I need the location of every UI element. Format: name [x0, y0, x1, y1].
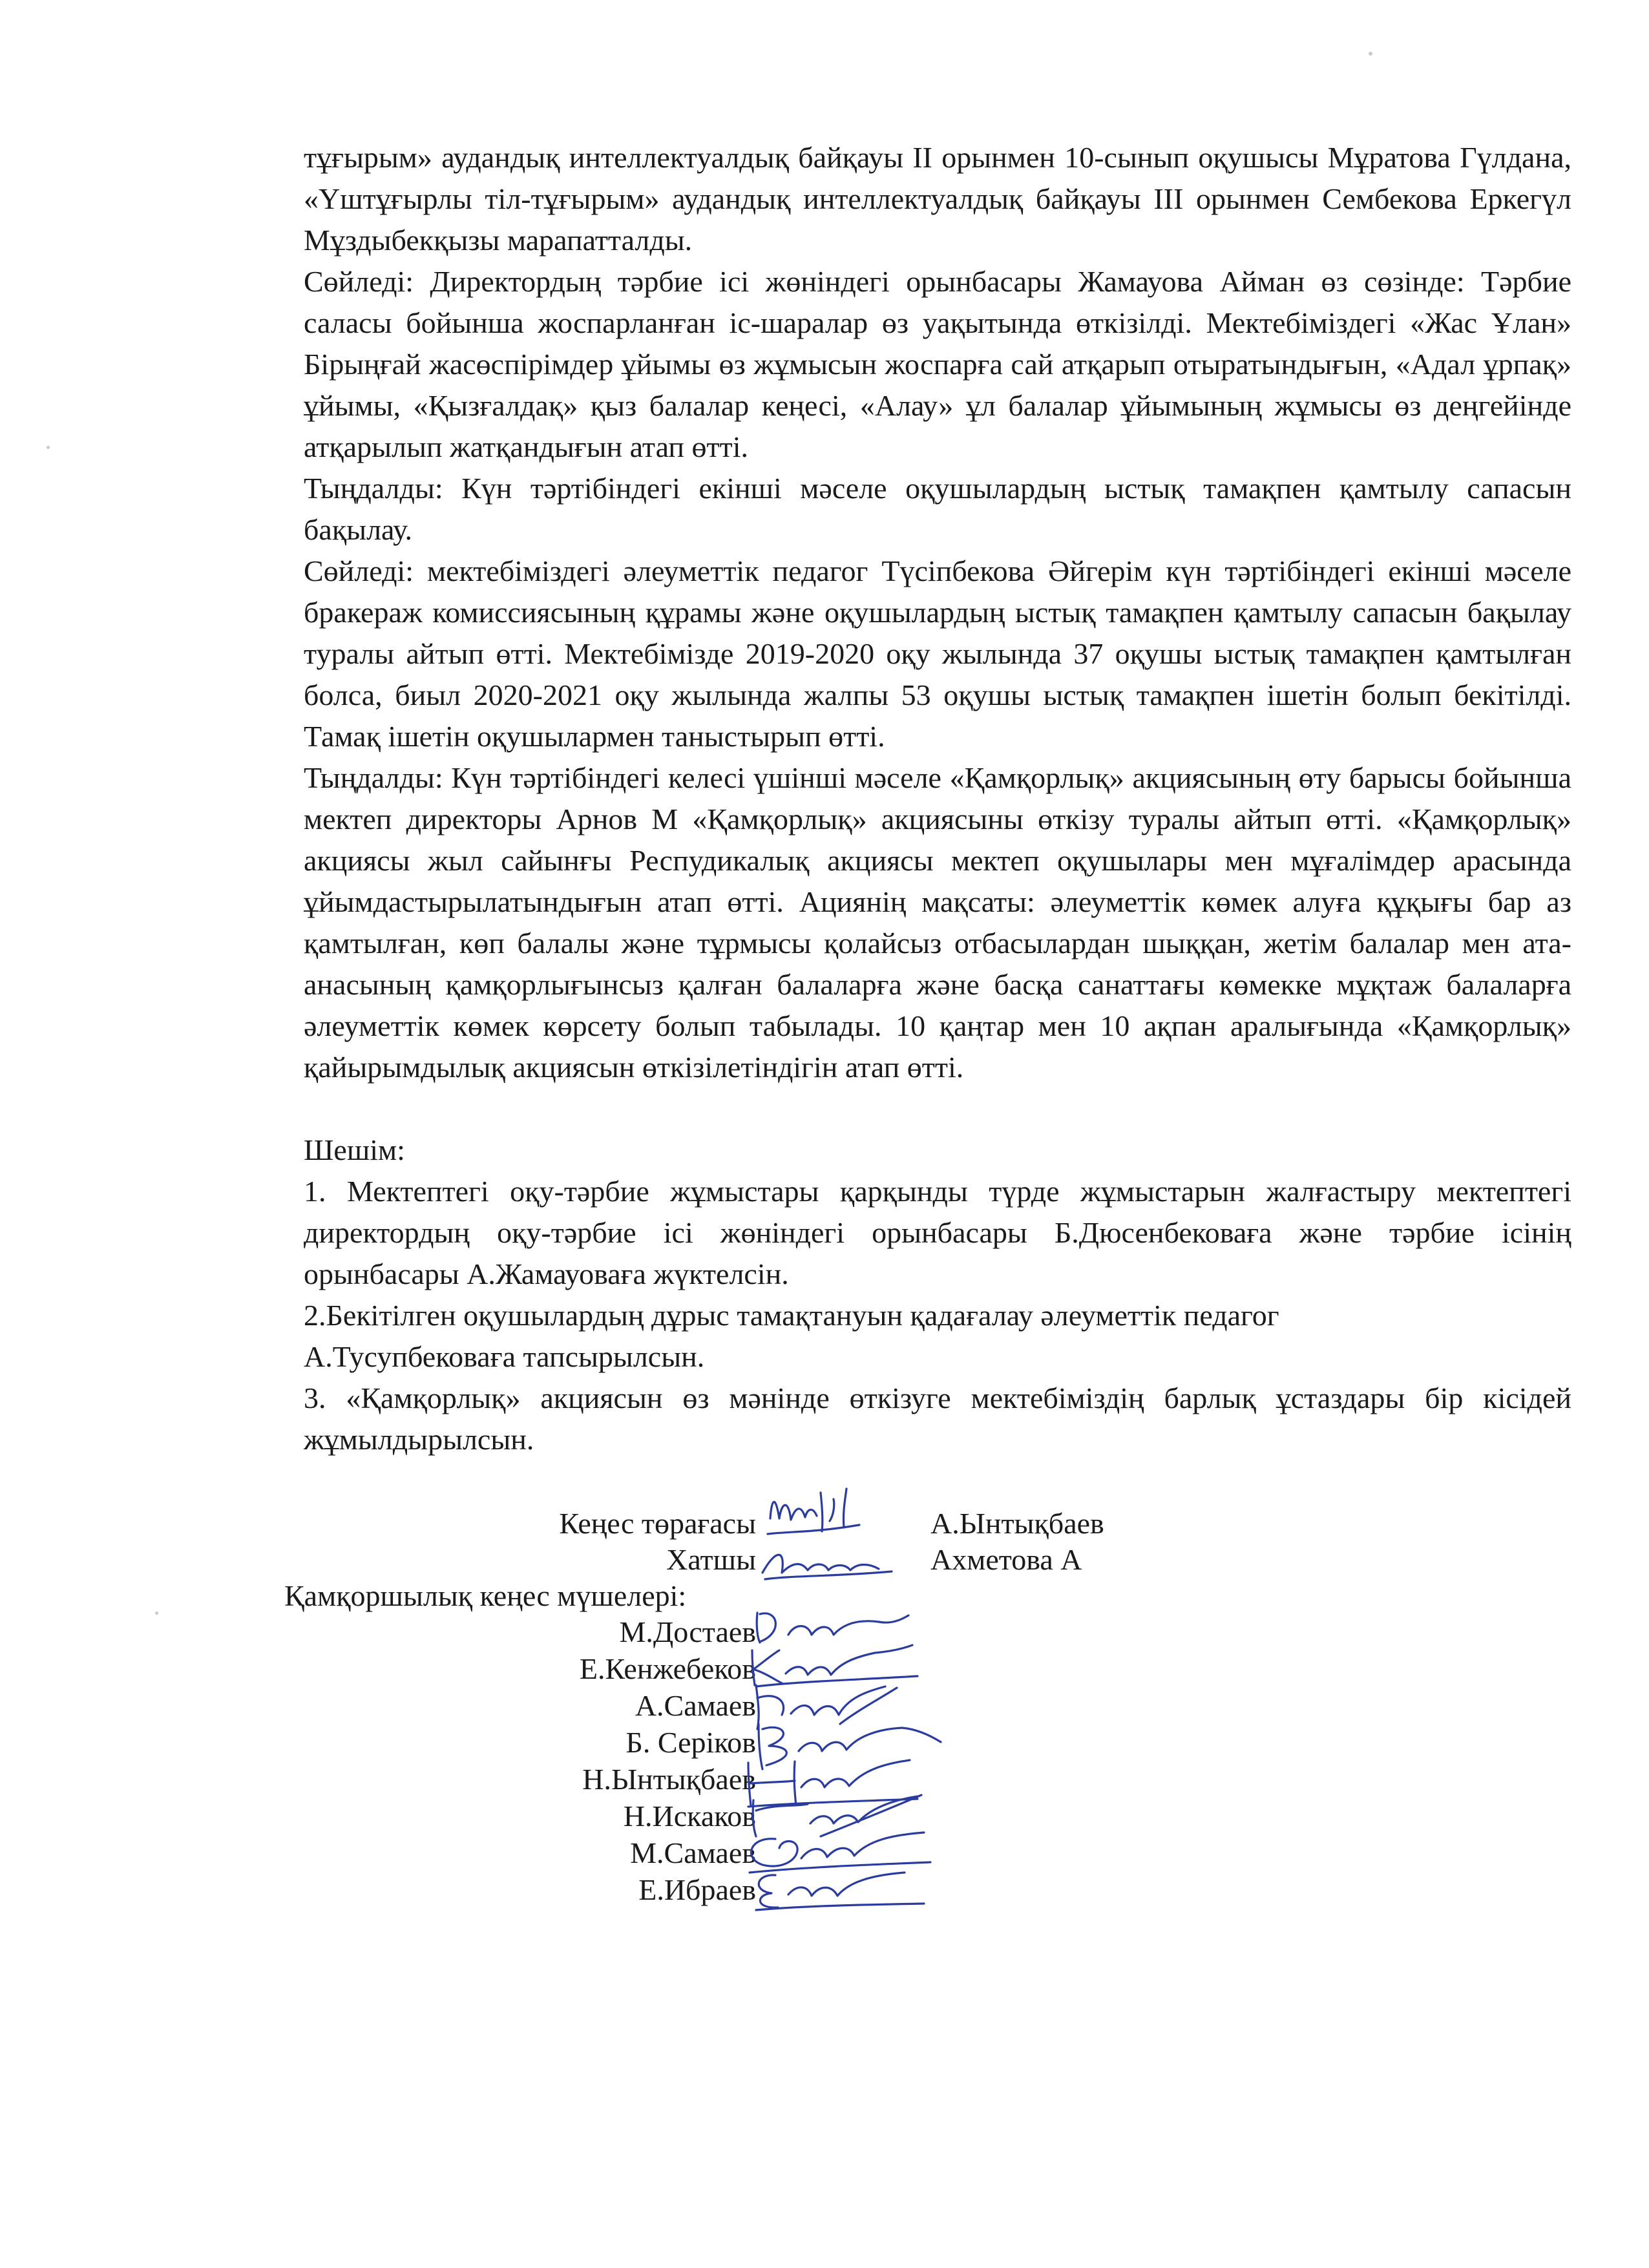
member-name: А.Самаев	[635, 1689, 756, 1722]
paragraph-social-pedagogue-speech: Сөйледі: мектебіміздегі әлеуметтік педагог Түсіпбекова Әйгерім күн тәртібіндегі екінші мәселе бракераж комиссиясының құрамы және оқушылардың ыстық тамақпен қамтылу сапасын бақылау туралы айтып өтті. Мектебімізде 2019-2020 оқу жылында 37 оқушы ыстық тамақпен қамтылған болса, биыл 2020-2021 оқу жылында жалпы 53 оқушы ыстық тамақпен ішетін болып бекітілді. Тамақ ішетін оқушылармен таныстырып өтті.	[304, 554, 1571, 753]
member-name: М.Самаев	[630, 1836, 756, 1869]
scan-speck	[47, 446, 50, 449]
paragraph-heard-third-issue: Тыңдалды: Күн тәртібіндегі келесі үшінші мәселе «Қамқорлық» акциясының өту барысы бойынша мектеп директоры Арнов М «Қамқорлық» акциясыны өткізу туралы айтып өтті. «Қамқорлық» акциясы жыл сайынғы Респудикалық акциясы мектеп оқушылары мен мұғалімдер арасында ұйымдастырылатындығын атап өтті. Ациянің мақсаты: әлеуметтік көмек алуға құқығы бар аз қамтылған, көп балалы және тұрмысы қолайсыз отбасылардан шыққан, жетім балалар мен ата-анасының қамқорлығынсыз қалған балаларға және басқа санаттағы көмекке мұқтаж балаларға әлеуметтік көмек көрсету болып табылады. 10 қаңтар мен 10 ақпан аралығында «Қамқорлық» қайырымдылық акциясын өткізілетіндігін атап өтті.	[304, 761, 1571, 1084]
members-heading: Қамқоршылық кеңес мүшелері:	[284, 1579, 687, 1612]
member-name: Е.Кенжебеков	[579, 1652, 756, 1685]
member-name: Н.Ынтықбаев	[582, 1763, 756, 1796]
paragraph-heard-second-issue: Тыңдалды: Күн тәртібіндегі екінші мәселе оқушылардың ыстық тамақпен қамтылу сапасын бақылау.	[304, 472, 1571, 546]
member-name: Б. Серіков	[625, 1726, 756, 1759]
member-signature-icon	[743, 1858, 937, 1916]
member-name: Н.Искаков	[623, 1800, 756, 1832]
decision-item-2: 2.Бекітілген оқушылардың дұрыс тамақтануын қадағалау әлеуметтік педагог	[304, 1299, 1279, 1332]
secretary-name: Ахметова А	[930, 1543, 1082, 1576]
scan-speck	[1369, 52, 1372, 56]
member-name: М.Достаев	[619, 1615, 756, 1648]
secretary-label: Хатшы	[666, 1543, 756, 1576]
decision-heading: Шешім:	[304, 1133, 405, 1166]
paragraph-awards: тұғырым» аудандық интеллектуалдық байқауы ІІ орынмен 10-сынып оқушысы Мұратова Гүлдана, «Үштұғырлы тіл-тұғырым» аудандық интеллектуалдық байқауы ІІІ орынмен Сембекова Еркегүл Мұздыбекқызы марапатталды.	[304, 141, 1571, 257]
paragraph-deputy-speech: Сөйледі: Директордың тәрбие ісі жөніндегі орынбасары Жамауова Айман өз сөзінде: Тәрбие саласы бойынша жоспарланған іс-шаралар өз уақытында өткізілді. Мектебіміздегі «Жас Ұлан» Бірыңғай жасөспірімдер ұйымы өз жұмысын жоспарға сай атқарып отыратындығын, «Адал ұрпақ» ұйымы, «Қызғалдақ» қыз балалар кеңесі, «Алау» ұл балалар ұйымының жұмысы өз деңгейінде атқарылып жатқандығын атап өтті.	[304, 265, 1571, 463]
decision-item-2-continued: А.Тусупбековаға тапсырылсын.	[304, 1340, 705, 1373]
scan-speck	[155, 1612, 158, 1615]
decision-item-3: 3. «Қамқорлық» акциясын өз мәнінде өткізуге мектебіміздің барлық ұстаздары бір кісідей жұмылдырылсын.	[304, 1381, 1571, 1456]
member-name: Е.Ибраев	[638, 1873, 756, 1906]
chair-label: Кеңес төрағасы	[559, 1507, 756, 1540]
chair-signature-icon	[762, 1480, 892, 1544]
chair-name: А.Ынтықбаев	[930, 1507, 1104, 1540]
secretary-signature-icon	[756, 1537, 905, 1588]
decision-item-1: 1. Мектептегі оқу-тәрбие жұмыстары қарқынды түрде жұмыстарын жалғастыру мектептегі директордың оқу-тәрбие ісі жөніндегі орынбасары Б.Дюсенбековаға және тәрбие ісінің орынбасары А.Жамауоваға жүктелсін.	[304, 1175, 1571, 1290]
